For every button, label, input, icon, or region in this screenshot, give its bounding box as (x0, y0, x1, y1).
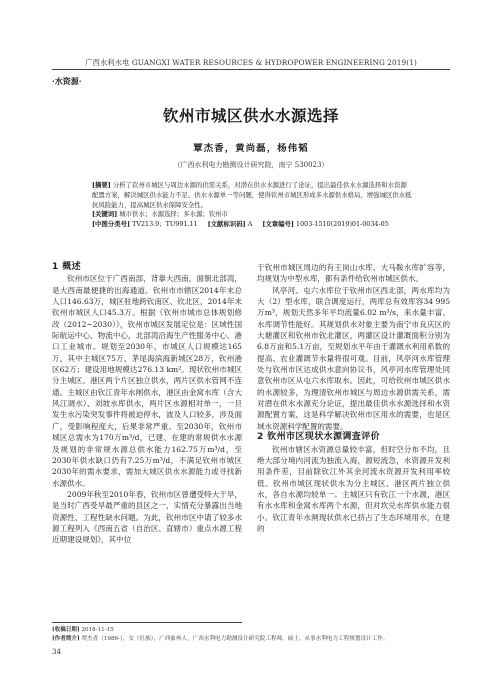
clc (92, 220, 198, 230)
clc-label: [中图分类号] (92, 220, 131, 229)
abstract-block (92, 181, 412, 230)
authors: 覃杰香，黄尚磊，杨伟韬 (193, 143, 309, 154)
author-bio-text: 覃杰香（1986-），女（壮族），广西象州人，广西水利电力勘测设计研究院工程师，硕士，从事水利电力工程规划设计工作。 (81, 636, 389, 642)
footnote (52, 626, 450, 644)
right-paragraph-3: 钦州市辖区水资源总量较丰富，但时空分布不均，且绝大部分境内河流为独流入海，源短流急，水资源开发利用条件差，目前除钦江外其余河流水资源开发利用率较低。钦州市城区现状供水为分主城区、港区两片独立供水，各自水源均较单一。主城区只有钦江一个水源，港区有水水库和金窝水库两个水源，但对坎兑水库供水能力很小。钦江青年水闸现状供水已挤占了生态环境用水，在建的 (257, 444, 450, 533)
article-no-label: [文章编号] (262, 220, 294, 229)
clc-value: TV213.9；TU991.11 (132, 220, 198, 229)
doc-code (208, 220, 253, 230)
right-column (257, 262, 450, 534)
page-title: 钦州市城区供水水源选择 (162, 107, 339, 125)
keywords-text: 城市供水；水源选择；多水源；钦州市 (119, 210, 228, 219)
abstract-text: 分析了钦州市城区与周边水源的供需关系，对潜在供水水源进行了论证，提出最佳供水水源选择和水资源配置方案，解决城区供水能力不足、供水水源单一等问题，使得钦州市城区形成多水源供水格局，增强城区供水抵抗风险能力，提高城区供水保障安全性。 (92, 181, 412, 209)
left-column (52, 262, 242, 546)
doc-code-label: [文献标识码] (207, 220, 246, 229)
received-date (52, 626, 450, 635)
left-paragraph-1: 钦州市区位于广西南部，背靠大西南，面朝北部湾，是大西南最便捷的出海通道。钦州市市辖区2014年末总人口146.63万，城区驻地跨钦南区、钦北区，2014年末钦州市城区人口45.3万。根据《钦州市城市总体规划修改（2012~2030）》，钦州市城区发展定位是：区域性国际航运中心、物流中心，北部湾沿海生产性服务中心、港口工业城市。规划至2030年，市城区人口规模达165万，其中主城区75万，茅尾海滨海新城区28万，钦州港区62万；建设用地规模达276.13 km²。现状钦州市城区分主城区、港区两个片区独立供水，两片区供水管网不连通。主城区由钦江青年水闸供水，港区由金窝水库（含大风江调水）、刘坡水库供水，两片区水源相对单一，一旦发生水污染突发事件将被迫停水，波及人口较多，涉及面广，受影响程度大，后果非常严重。至2030年，钦州市城区总需水为170万m³/d，已建、在建的常规供水水源及规划的非常规水源总供水能力162.75万m³/d，至2030年供水缺口仍有7.25万m³/d，不满足钦州市城区2030年的需水要求，需加大城区供水水源能力或寻找新水源供水。 (52, 274, 242, 488)
abstract (92, 181, 412, 210)
running-head: 广西水利水电 GUANGXI WATER RESOURCES & HYDROPOWER ENGINEERING 2019(1) (85, 58, 417, 67)
keywords (92, 210, 412, 220)
page-number: 34 (52, 648, 61, 656)
doc-code-value: A (247, 220, 253, 229)
right-paragraph-2: 风亭河、屯六水库位于钦州市区西北部，两水库均为大（2）型水库，联合调度运行，两库总有效库容34 995万m³，规划天然多年平均流量6.02 m³/s，来水量丰富、水库调节性能好。其规划供水对象主要为南宁市良庆区的大塘灌区和钦州市钦北灌区，两灌区设计灌溉面积分别为6.8万亩和5.1万亩，至规划水平年由于灌溉水利用系数的提高、农业灌溉节水量将很可观。目前，风亭河水库管理处与钦州市区达成供水意向协议书，风亭河水库管理处同意钦州市区从屯六水库取水。因此，可给钦州市城区供水的水源较多，为理清钦州市城区与周边水源供需关系，需对潜在供水水源充分论证，提出最佳供水水源选择和水资源配置方案，这是科学解决钦州市区用水的需要，也是区域水资源科学配置的需要。 (257, 285, 450, 431)
keywords-label: [关键词] (92, 210, 118, 219)
article-no-value: 1003-1510(2019)01-0034-05 (296, 220, 389, 229)
article-no (262, 220, 388, 230)
section-2-heading: 2 钦州市区现状水源调查评价 (257, 432, 380, 443)
footnote-rule (52, 622, 242, 623)
received-value: 2018-11-15 (81, 627, 114, 633)
meta-row (92, 220, 412, 230)
affiliation: （广西水利电力勘测设计研究院，南宁 530023） (173, 161, 329, 169)
section-1-heading: 1 概述 (52, 262, 81, 272)
right-paragraph-1: 于钦州市城区周边的有王岗山水库、大马鞍水库扩容等，均规划为中型水库，都有条件给钦州市城区供水。 (257, 263, 450, 284)
section-tag: ·水资源· (52, 76, 82, 86)
author-bio-label: [作者简介] (52, 636, 80, 642)
left-paragraph-2: 2009年秋至2010年春，钦州市区曾遭受特大干旱，是当时广西受旱最严重的县区之一，实情充分暴露出当地资源性、工程性缺水问题。为此，钦州市区中请了较多水源工程列入《西南五省（自治区、直辖市）重点水源工程近期建设规划》，其中位 (52, 489, 242, 545)
header-rule (52, 69, 450, 70)
received-label: [收稿日期] (52, 627, 80, 633)
abstract-label: [摘要] (92, 181, 111, 189)
author-bio (52, 635, 450, 644)
